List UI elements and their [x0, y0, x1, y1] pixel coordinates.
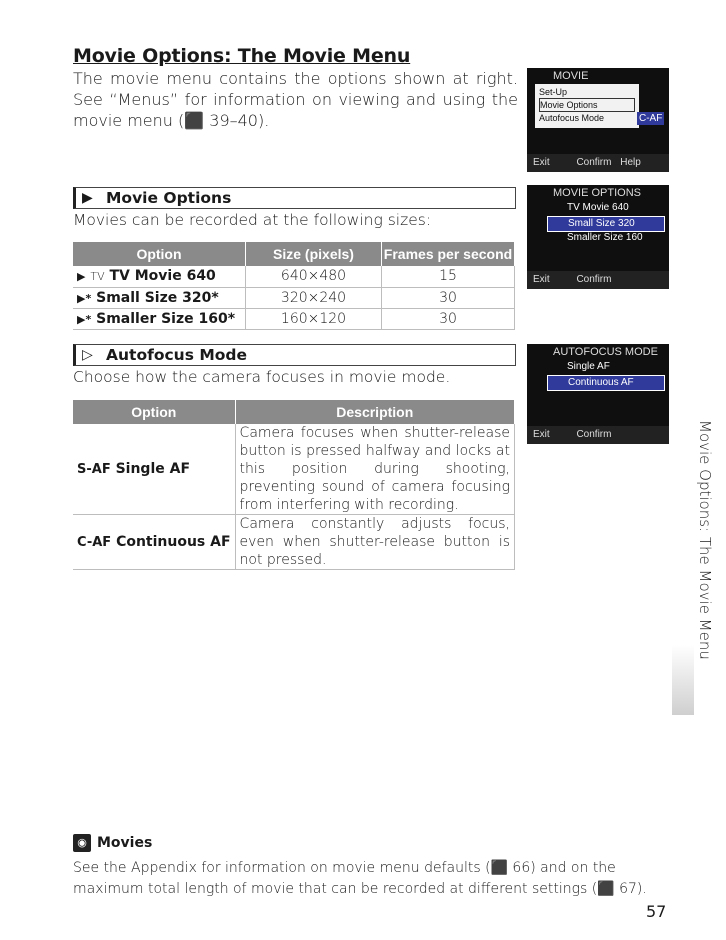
confirm-label: Confirm [576, 429, 612, 440]
screen-option-tv[interactable]: TV Movie 640 [567, 202, 629, 213]
movie-options-heading-box [73, 187, 516, 209]
table-row [73, 266, 515, 287]
col-description: Description [235, 400, 514, 424]
side-tab [692, 420, 716, 660]
option-icon-text: * [85, 312, 92, 326]
col-fps: Frames per second [382, 242, 515, 266]
movie-camera-icon: ▶ [82, 190, 93, 206]
option-label [73, 515, 235, 570]
menu-help-label: Help [620, 157, 641, 168]
intro-paragraph: The movie menu contains the options shown at right. See “Menus” for information on viewing and using the movie menu (⬛ 39–40). [73, 69, 518, 130]
menu-item-setup[interactable]: Set-Up [539, 87, 568, 97]
table-row [73, 424, 515, 515]
option-label [73, 266, 246, 287]
screen-option-smaller[interactable]: Smaller Size 160 [567, 232, 643, 243]
note-heading: Movies [97, 835, 153, 851]
option-name: Small Size 320* [96, 289, 219, 306]
exit-label: Exit [533, 429, 550, 440]
movie-menu-screen [527, 68, 669, 172]
c-af-badge: C-AF [639, 113, 663, 124]
option-name: TV Movie 640 [109, 268, 216, 285]
movie-options-heading: Movie Options [106, 189, 232, 207]
description-cell: Camera focuses when shutter-release button is pressed halfway and locks at this position during shooting, preventing sound of camera focusing from interfering with recording. [235, 424, 514, 515]
menu-confirm-label: Confirm [576, 157, 612, 168]
page-number: 57 [646, 902, 667, 921]
autofocus-screen [527, 344, 669, 444]
movie-options-screen [527, 185, 669, 289]
autofocus-heading-box [73, 344, 516, 366]
menu-item-movie-options[interactable]: Movie Options [539, 98, 635, 112]
col-option: Option [73, 400, 235, 424]
fps-cell: 30 [382, 287, 515, 308]
autofocus-icon: ▷ [82, 347, 93, 363]
movie-options-text: Movies can be recorded at the following sizes: [73, 211, 432, 229]
col-option: Option [73, 242, 246, 266]
menu-exit-label: Exit [533, 157, 550, 168]
side-tab-label: Movie Options: The Movie Menu [696, 420, 714, 660]
option-icon-text: TV [90, 270, 105, 284]
col-size: Size (pixels) [246, 242, 382, 266]
option-icon-text: * [85, 291, 92, 305]
movie-camera-icon: ▶ [77, 291, 86, 305]
size-cell: 320×240 [246, 287, 382, 308]
exit-label: Exit [533, 274, 550, 285]
page-title: Movie Options: The Movie Menu [73, 45, 411, 67]
confirm-label: Confirm [576, 274, 612, 285]
side-tab-gradient [672, 645, 694, 715]
option-label [73, 308, 246, 329]
option-label [73, 424, 235, 515]
option-label [73, 287, 246, 308]
movie-options-table [73, 242, 515, 330]
description-cell: Camera constantly adjusts focus, even when shutter-release button is not pressed. [235, 515, 514, 570]
option-name: Single AF [115, 461, 191, 477]
movie-camera-icon: ▶ [77, 312, 86, 326]
size-cell: 160×120 [246, 308, 382, 329]
menu-panel [535, 84, 639, 128]
movie-camera-icon: ▶ [77, 270, 86, 284]
autofocus-text: Choose how the camera focuses in movie mode. [73, 368, 451, 386]
continuous-af-icon: C-AF [77, 535, 112, 550]
screen-option-small[interactable]: Small Size 320 [547, 216, 665, 232]
option-name: Smaller Size 160* [96, 310, 236, 327]
movies-note-icon: ◉ [73, 834, 91, 852]
screen-title: MOVIE OPTIONS [553, 187, 642, 199]
table-row [73, 287, 515, 308]
screen-title: MOVIE [553, 70, 589, 82]
note-text: See the Appendix for information on movie menu defaults (⬛ 66) and on the maximum total length of movie that can be recorded at different settings (⬛ 67). [73, 860, 647, 897]
size-cell: 640×480 [246, 266, 382, 287]
table-row [73, 308, 515, 329]
autofocus-table [73, 400, 515, 570]
screen-option-continuous-af[interactable]: Continuous AF [547, 375, 665, 391]
screen-footer [527, 271, 669, 289]
fps-cell: 30 [382, 308, 515, 329]
option-name: Continuous AF [116, 534, 231, 550]
menu-item-autofocus[interactable]: Autofocus Mode [539, 113, 605, 123]
table-row [73, 515, 515, 570]
screen-option-single-af[interactable]: Single AF [567, 361, 610, 372]
screen-footer [527, 154, 669, 172]
single-af-icon: S-AF [77, 462, 111, 477]
fps-cell: 15 [382, 266, 515, 287]
screen-footer [527, 426, 669, 444]
screen-title: AUTOFOCUS MODE [553, 346, 658, 358]
autofocus-heading: Autofocus Mode [106, 346, 248, 364]
